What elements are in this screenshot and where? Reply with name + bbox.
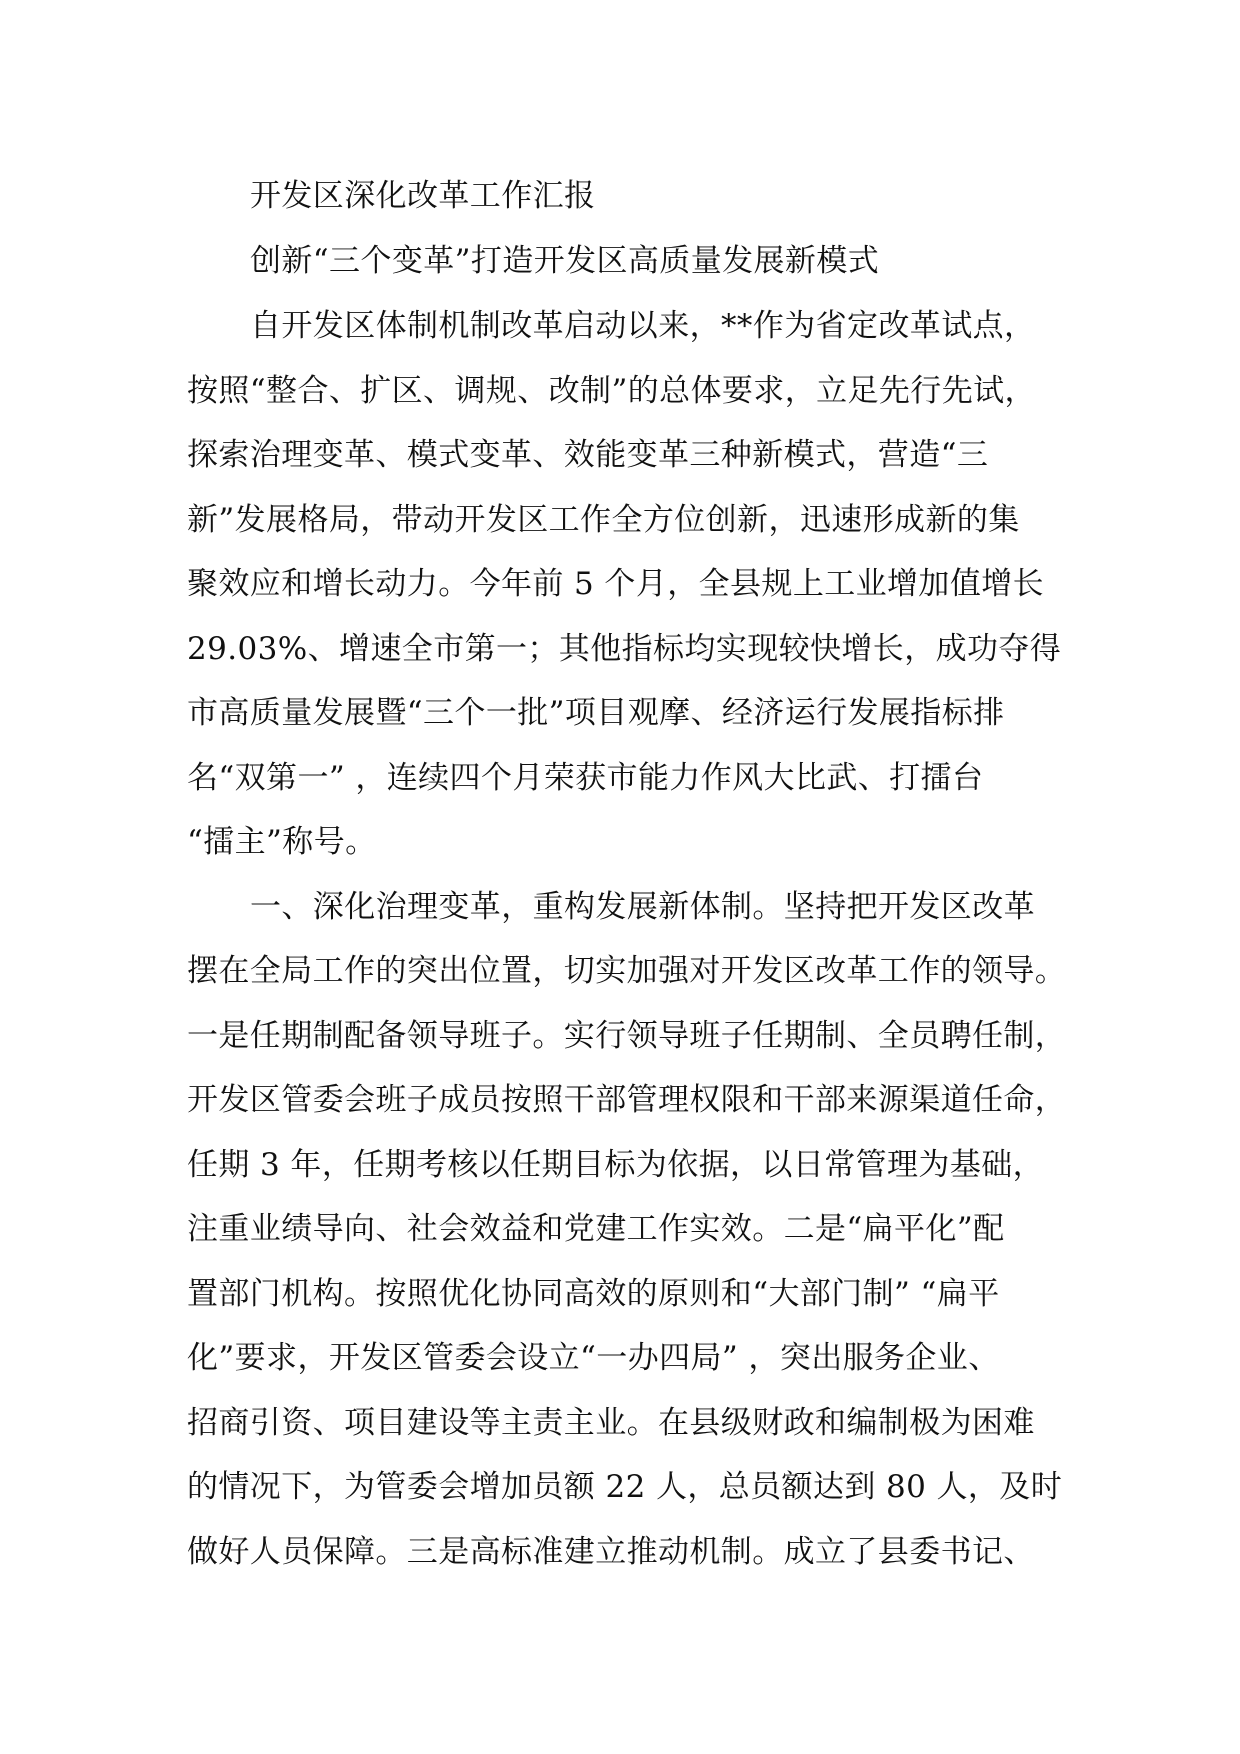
- paragraph-line: 29.03%、增速全市第一；其他指标均实现较快增长，成功夺得: [187, 631, 1062, 667]
- paragraph-line: 的情况下，为管委会增加员额 22 人，总员额达到 80 人，及时: [187, 1469, 1063, 1505]
- paragraph-line: 做好人员保障。三是高标准建立推动机制。成立了县委书记、: [187, 1534, 1035, 1570]
- paragraph-line: “擂主”称号。: [187, 824, 377, 860]
- paragraph-line: 一是任期制配备领导班子。实行领导班子任期制、全员聘任制，: [187, 1018, 1067, 1054]
- paragraph-line: 按照“整合、扩区、调规、改制”的总体要求，立足先行先试，: [187, 373, 1036, 409]
- paragraph-line: 开发区管委会班子成员按照干部管理权限和干部来源渠道任命，: [187, 1082, 1067, 1118]
- paragraph-line: 注重业绩导向、社会效益和党建工作实效。二是“扁平化”配: [187, 1211, 1005, 1247]
- paragraph-line: 一、深化治理变革，重构发展新体制。坚持把开发区改革: [250, 889, 1035, 925]
- document-subtitle: 创新“三个变革”打造开发区高质量发展新模式: [250, 243, 880, 279]
- paragraph-line: 化”要求，开发区管委会设立“一办四局” ，突出服务企业、: [187, 1340, 1000, 1376]
- paragraph-line: 招商引资、项目建设等主责主业。在县级财政和编制极为困难: [187, 1405, 1035, 1441]
- paragraph-line: 市高质量发展暨“三个一批”项目观摩、经济运行发展指标排: [187, 695, 1005, 731]
- paragraph-line: 置部门机构。按照优化协同高效的原则和“大部门制” “扁平: [187, 1276, 1000, 1312]
- document-title: 开发区深化改革工作汇报: [250, 178, 596, 214]
- paragraph-line: 自开发区体制机制改革启动以来，**作为省定改革试点，: [250, 308, 1036, 344]
- paragraph-line: 聚效应和增长动力。今年前 5 个月，全县规上工业增加值增长: [187, 566, 1045, 602]
- paragraph-line: 摆在全局工作的突出位置，切实加强对开发区改革工作的领导。: [187, 953, 1067, 989]
- paragraph-line: 新”发展格局，带动开发区工作全方位创新，迅速形成新的集: [187, 502, 1020, 538]
- paragraph-line: 任期 3 年，任期考核以任期目标为依据，以日常管理为基础，: [187, 1147, 1045, 1183]
- paragraph-line: 探索治理变革、模式变革、效能变革三种新模式，营造“三: [187, 437, 989, 473]
- paragraph-line: 名“双第一” ，连续四个月荣获市能力作风大比武、打擂台: [187, 760, 984, 796]
